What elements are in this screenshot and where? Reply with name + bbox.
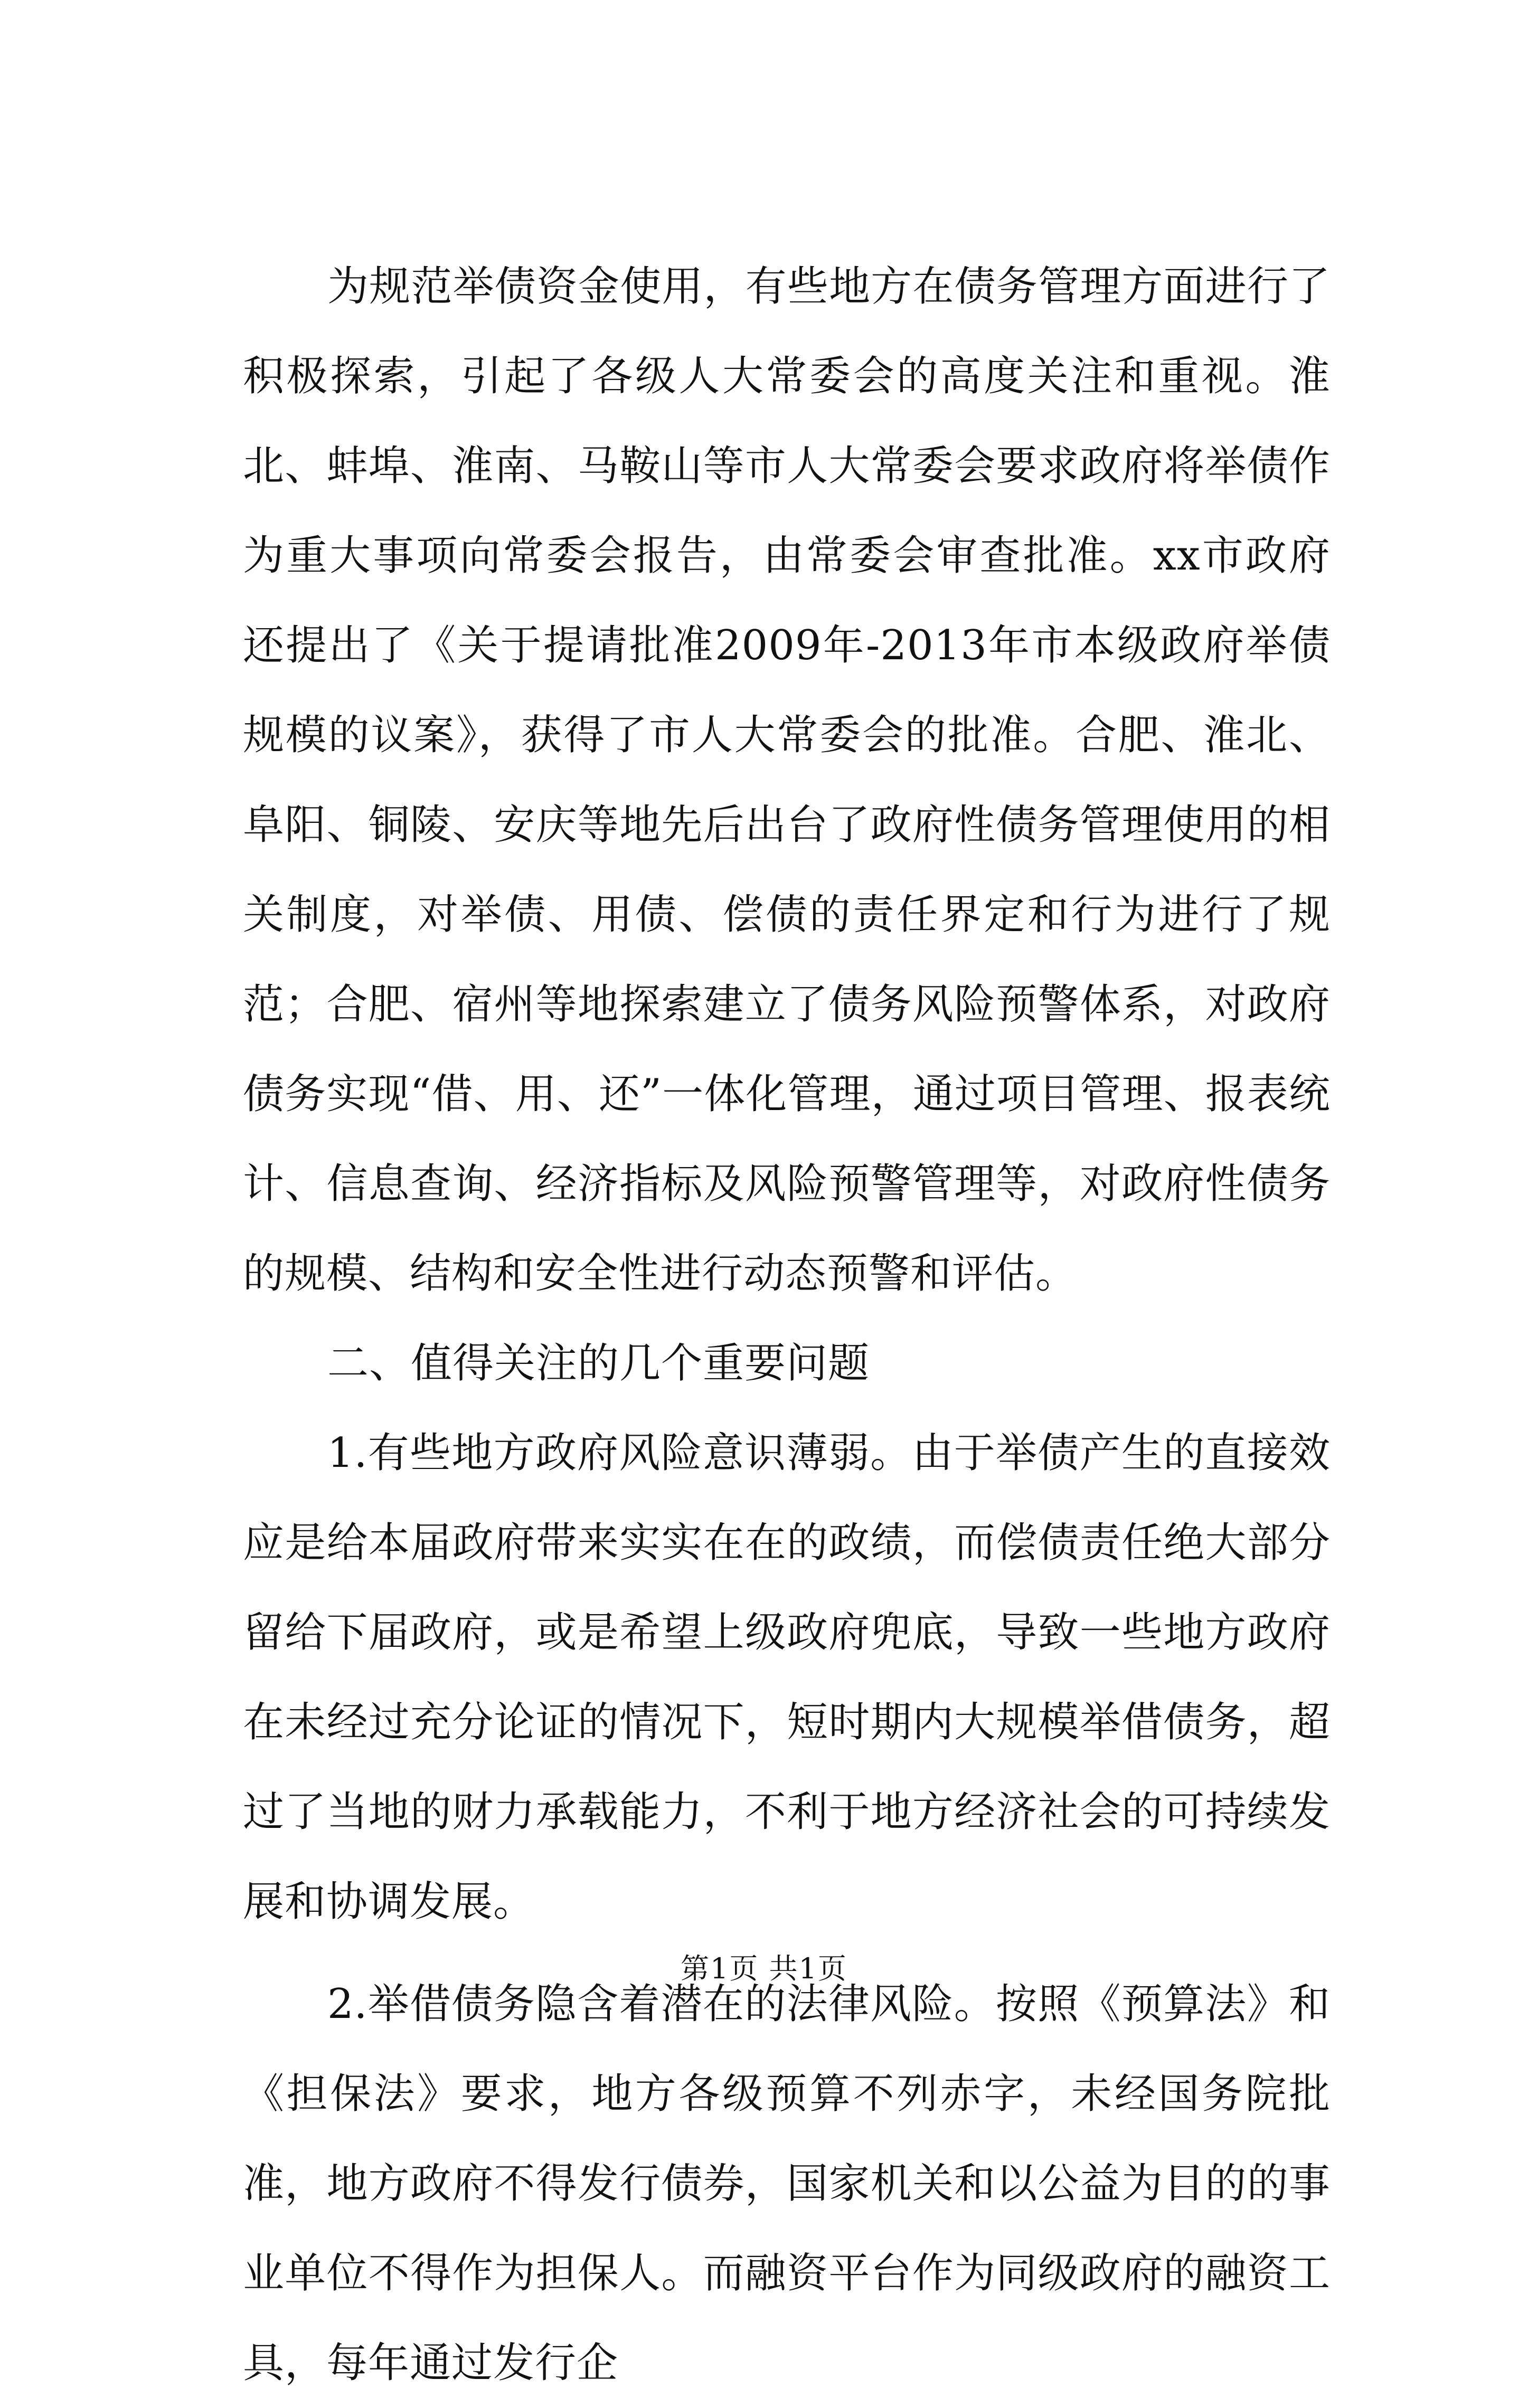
paragraph-issue-1: 1.有些地方政府风险意识薄弱。由于举债产生的直接效应是给本届政府带来实实在在的政绩，而偿债责任绝大部分留给下届政府，或是希望上级政府兜底，导致一些地方政府在未经过充分论证的情况下，短时期内大规模举借债务，超过了当地的财力承载能力，不利于地方经济社会的可持续发展和协调发展。 <box>243 1429 1331 1926</box>
paragraph-debt-management: 为规范举债资金使用，有些地方在债务管理方面进行了积极探索，引起了各级人大常委会的高度关注和重视。淮北、蚌埠、淮南、马鞍山等市人大常委会要求政府将举债作为重大事项向常委会报告，由常委会审查批准。xx市政府还提出了《关于提请批准2009年-2013年市本级政府举债规模的议案》，获得了市人大常委会的批准。合肥、淮北、阜阳、铜陵、安庆等地先后出台了政府性债务管理使用的相关制度，对举债、用债、偿债的责任界定和行为进行了规范；合肥、宿州等地探索建立了债务风险预警体系，对政府债务实现“借、用、还”一体化管理，通过项目管理、报表统计、信息查询、经济指标及风险预警管理等，对政府性债务的规模、结构和安全性进行动态预警和评估。 <box>243 263 1331 1297</box>
page-footer: 第1页 共1页 <box>681 1952 847 1985</box>
document-body <box>243 242 1331 2408</box>
paragraph-issue-2: 2.举借债务隐含着潜在的法律风险。按照《预算法》和《担保法》要求，地方各级预算不列赤字，未经国务院批准，地方政府不得发行债券，国家机关和以公益为目的的事业单位不得作为担保人。而融资平台作为同级政府的融资工具，每年通过发行企 <box>243 1980 1331 2387</box>
section-heading: 二、值得关注的几个重要问题 <box>327 1340 870 1387</box>
